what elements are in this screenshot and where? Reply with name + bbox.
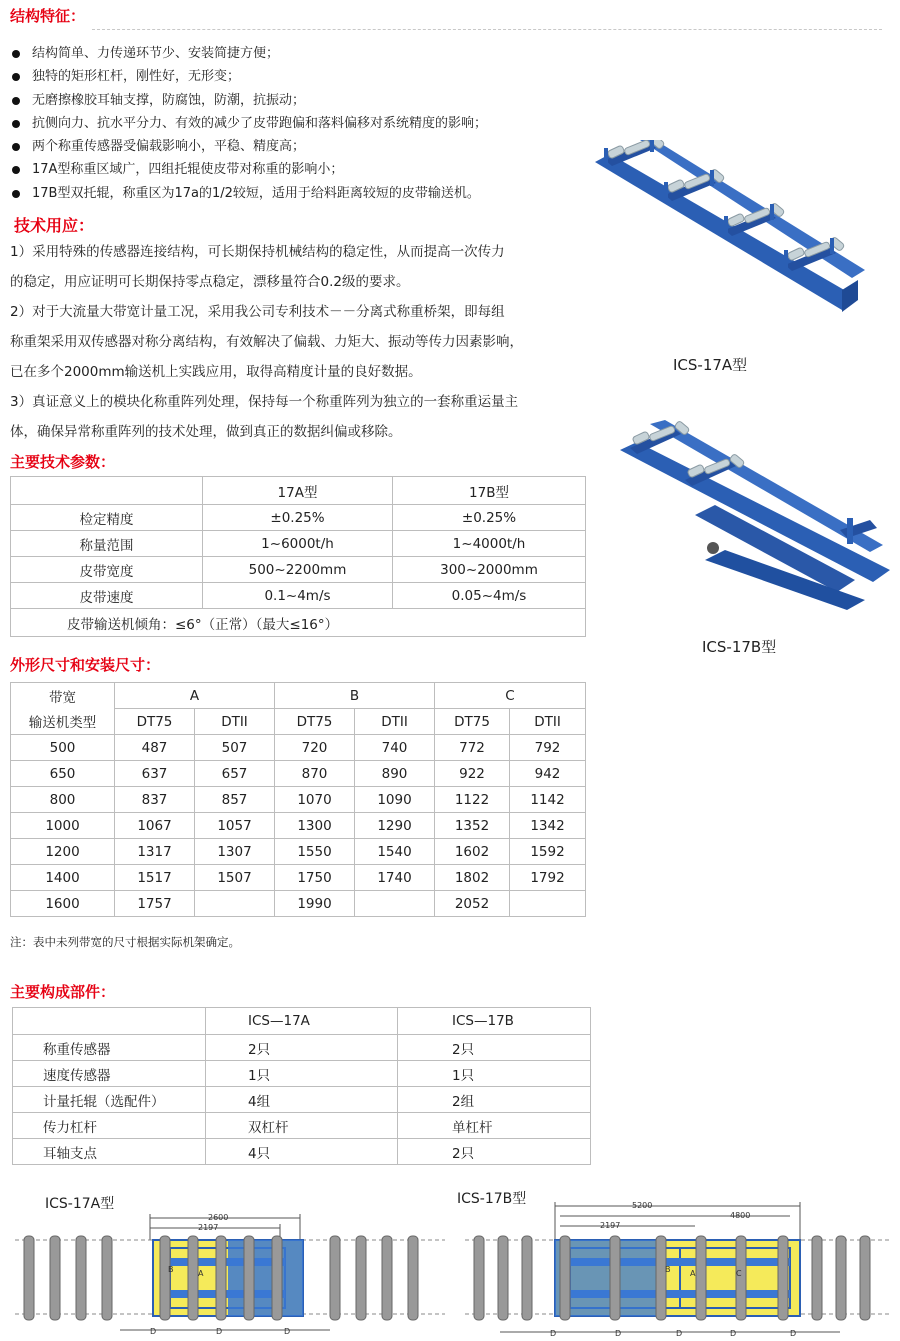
table-row [13,1035,591,1061]
table-cell: 1540 [355,839,435,865]
table-cell: 1300 [275,813,355,839]
dim-label: D [790,1329,797,1338]
table-cell: 1507 [195,865,275,891]
table-row [11,709,586,735]
table-cell: 1750 [275,865,355,891]
table-cell: 称量范围 [11,531,203,557]
table-cell: 1990 [275,891,355,917]
table-row [11,557,586,583]
table-cell: 4组 [206,1087,398,1113]
table-cell: 890 [355,761,435,787]
table-cell: 500 [11,735,115,761]
features-list [10,42,580,205]
table-cell: 传力杠杆 [13,1113,206,1139]
table-cell: 皮带宽度 [11,557,203,583]
dims-table [10,682,586,917]
parts-title: 主要构成部件： [10,983,116,1001]
dim-label: B [665,1265,671,1274]
dims-title: 外形尺寸和安装尺寸： [10,656,161,674]
table-cell: 17A型 [203,477,393,505]
table-cell: 0.1~4m/s [203,583,393,609]
dim-label: 2197 [198,1223,219,1232]
tech-title: 技术用应： [14,216,95,235]
table-cell: 1~4000t/h [393,531,586,557]
features-title: 结构特征： [10,7,86,25]
list-item: 抗侧向力、抗水平分力、有效的减少了皮带跑偏和落料偏移对系统精度的影响； [10,112,580,135]
table-cell: C [435,683,586,709]
table-cell: ±0.25% [203,505,393,531]
table-cell: 922 [435,761,510,787]
table-cell: 2只 [206,1035,398,1061]
params-title: 主要技术参数： [10,453,116,471]
table-cell: 870 [275,761,355,787]
dim-label: 2197 [600,1221,621,1230]
table-cell: ±0.25% [393,505,586,531]
params-table [10,476,586,637]
dim-label: D [150,1327,157,1336]
table-cell: DT75 [275,709,355,735]
dim-label: D [615,1329,622,1338]
table-cell: 792 [510,735,586,761]
table-cell [510,891,586,917]
table-cell: DT75 [435,709,510,735]
table-cell: 1792 [510,865,586,891]
ics-17a-photo [590,140,880,340]
table-cell: 4只 [206,1139,398,1165]
table-cell: 带宽 [11,683,115,709]
table-cell: 942 [510,761,586,787]
tech-paragraph [10,237,590,447]
table-cell: 检定精度 [11,505,203,531]
table-cell [13,1008,206,1035]
table-cell: 2052 [435,891,510,917]
table-cell: 487 [115,735,195,761]
table-cell: 1~6000t/h [203,531,393,557]
dim-label: 5200 [632,1201,653,1210]
table-cell: 1740 [355,865,435,891]
dim-label: D [676,1329,683,1338]
list-item: 无磨擦橡胶耳轴支撑，防腐蚀，防潮，抗振动； [10,89,580,112]
table-cell: 1802 [435,865,510,891]
table-row [11,787,586,813]
table-cell: 2只 [398,1139,591,1165]
table-row [11,609,586,637]
table-cell: DTII [195,709,275,735]
table-cell: 计量托辊（选配件） [13,1087,206,1113]
dim-label: D [730,1329,737,1338]
tech-line: 体，确保异常称重阵列的技术处理，做到真正的数据纠偏或移除。 [10,424,402,440]
table-cell: 500~2200mm [203,557,393,583]
dim-label: B [168,1265,174,1274]
table-cell: 2组 [398,1087,591,1113]
list-item: 独特的矩形杠杆，刚性好，无形变； [10,65,580,88]
ics-17a-caption: ICS-17A型 [673,356,748,374]
table-cell: 0.05~4m/s [393,583,586,609]
drawing-17a-title: ICS-17A型 [45,1196,115,1212]
table-cell: 1592 [510,839,586,865]
table-row [13,1113,591,1139]
table-cell: 800 [11,787,115,813]
table-cell: 1057 [195,813,275,839]
table-cell: 1070 [275,787,355,813]
table-cell: 507 [195,735,275,761]
table-cell: 772 [435,735,510,761]
table-cell: A [115,683,275,709]
table-row [11,761,586,787]
list-item: 两个称重传感器受偏载影响小，平稳、精度高； [10,135,580,158]
parts-table [12,1007,591,1165]
table-row [11,865,586,891]
dim-label: C [736,1269,742,1278]
table-cell: B [275,683,435,709]
table-cell: 称重传感器 [13,1035,206,1061]
dim-label: A [690,1269,696,1278]
table-cell: 1317 [115,839,195,865]
table-cell: 1342 [510,813,586,839]
table-cell [195,891,275,917]
table-row [13,1061,591,1087]
table-cell: ICS—17A [206,1008,398,1035]
ics-17b-photo [615,420,895,615]
table-cell: 740 [355,735,435,761]
table-cell: 皮带输送机倾角：≤6°（正常）（最大≤16°） [11,609,586,637]
drawing-17b-title: ICS-17B型 [457,1191,527,1207]
table-cell: 1400 [11,865,115,891]
table-row [11,477,586,505]
table-row [11,813,586,839]
table-cell: 1只 [398,1061,591,1087]
dims-note: 注：表中未列带宽的尺寸根据实际机架确定。 [10,935,240,949]
table-cell: 1000 [11,813,115,839]
table-cell: 657 [195,761,275,787]
table-row [11,583,586,609]
table-cell: 1307 [195,839,275,865]
list-item: 17A型称重区域广，四组托辊使皮带对称重的影响小； [10,158,580,181]
table-cell: 2只 [398,1035,591,1061]
table-cell: 720 [275,735,355,761]
table-row [11,683,586,709]
list-item: 结构简单、力传递环节少、安装简捷方便； [10,42,580,65]
table-cell: 皮带速度 [11,583,203,609]
drawing-17b [460,1200,895,1341]
tech-line: 已在多个2000mm输送机上实践应用，取得高精度计量的良好数据。 [10,364,422,380]
tech-line: 2）对于大流量大带宽计量工况，采用我公司专利技术－－分离式称重桥架，即每组 [10,304,505,320]
tech-line: 称重架采用双传感器对称分离结构，有效解决了偏载、力矩大、振动等传力因素影响， [10,334,523,350]
table-row [13,1008,591,1035]
table-cell: 1067 [115,813,195,839]
table-cell: 1290 [355,813,435,839]
table-cell: 1200 [11,839,115,865]
table-cell: DTII [355,709,435,735]
table-row [11,839,586,865]
table-cell: 1090 [355,787,435,813]
tech-line: 的稳定，用应证明可长期保持零点稳定，漂移量符合0.2级的要求。 [10,274,410,290]
ics-17b-caption: ICS-17B型 [702,638,777,656]
table-cell: 1600 [11,891,115,917]
table-cell: DT75 [115,709,195,735]
table-cell: 837 [115,787,195,813]
table-cell: 1122 [435,787,510,813]
table-cell [11,477,203,505]
table-cell: 速度传感器 [13,1061,206,1087]
drawing-17a [10,1210,450,1341]
dim-label: D [284,1327,291,1336]
table-cell: 输送机类型 [11,709,115,735]
dim-label: 4800 [730,1211,751,1220]
tech-line: 3）真证意义上的模块化称重阵列处理，保持每一个称重阵列为独立的一套称重运量主 [10,394,519,410]
table-cell: 1352 [435,813,510,839]
dim-label: A [198,1269,204,1278]
tech-line: 1）采用特殊的传感器连接结构，可长期保持机械结构的稳定性，从而提高一次传力 [10,244,505,260]
table-row [13,1087,591,1113]
table-cell: 637 [115,761,195,787]
table-cell: 857 [195,787,275,813]
table-cell: 1只 [206,1061,398,1087]
table-row [11,505,586,531]
table-cell: 耳轴支点 [13,1139,206,1165]
table-cell: 650 [11,761,115,787]
table-row [13,1139,591,1165]
dim-label: 2600 [208,1213,229,1222]
table-cell: ICS—17B [398,1008,591,1035]
table-cell: 双杠杆 [206,1113,398,1139]
divider [92,29,882,30]
table-cell: DTII [510,709,586,735]
table-cell: 1602 [435,839,510,865]
table-cell: 1517 [115,865,195,891]
table-cell: 1757 [115,891,195,917]
list-item: 17B型双托辊，称重区为17a的1/2较短，适用于给料距离较短的皮带输送机。 [10,182,580,205]
table-cell: 300~2000mm [393,557,586,583]
table-row [11,531,586,557]
table-row [11,735,586,761]
dim-label: D [550,1329,557,1338]
table-cell [355,891,435,917]
table-cell: 单杠杆 [398,1113,591,1139]
table-cell: 17B型 [393,477,586,505]
table-cell: 1550 [275,839,355,865]
table-cell: 1142 [510,787,586,813]
dim-label: D [216,1327,223,1336]
table-row [11,891,586,917]
